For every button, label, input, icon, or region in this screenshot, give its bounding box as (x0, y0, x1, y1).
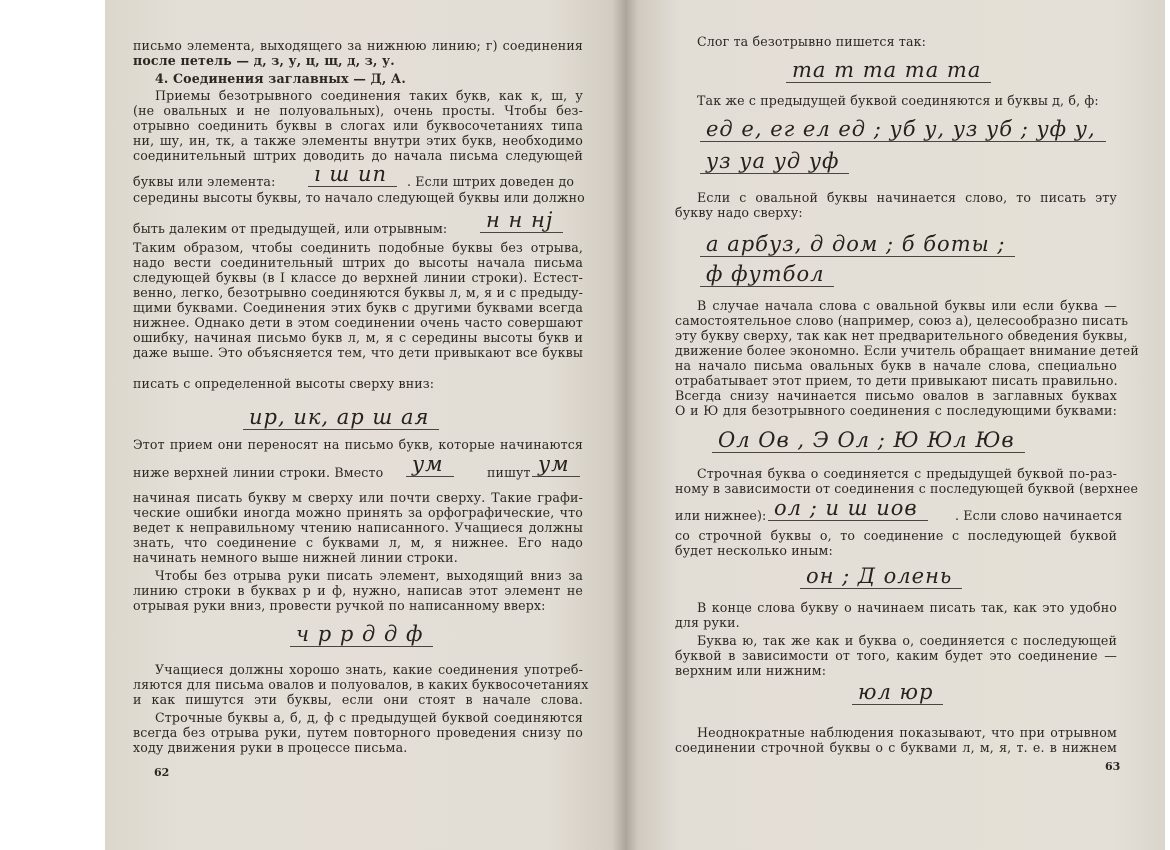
text-line: движение более экономно. Если учитель обращает внимание детей (675, 343, 1139, 358)
handwriting-sample: уз уа уд уф (700, 149, 849, 174)
text-line: для руки. (675, 615, 740, 630)
text-line: В конце слова букву о начинаем писать так, как это удобно (697, 600, 1117, 615)
text-line: ни, шу, ин, тк, а также элементы внутри этих букв, необходимо (133, 133, 583, 148)
text-line: . Если слово начинается (955, 508, 1123, 523)
text-line: соединительный штрих доводить до начала письма следующей (133, 148, 583, 163)
text-line: буквы или элемента: (133, 174, 276, 189)
text-line: писать с определенной высоты сверху вниз: (133, 376, 435, 391)
text-line: отрывно соединить буквы в слогах или буквосочетаниях типа (133, 118, 583, 133)
handwriting-sample: та т та та та (786, 58, 991, 83)
text-line: и как пишутся эти буквы, если они стоят в начале слова. (133, 692, 583, 707)
text-line: буквой в зависимости от того, каким будет это соединение — (675, 648, 1117, 663)
text-line: Всегда снизу начинается письмо овалов в заглавных буквах (675, 388, 1117, 403)
text-line: (не овальных и не полуовальных), очень просты. Чтобы без- (133, 103, 583, 118)
page-number: 62 (154, 766, 170, 779)
text-line: Учащиеся должны хорошо знать, какие соединения употреб- (155, 662, 583, 677)
handwriting-sample: ед е, ег ел ед ; уб у, уз уб ; уф у, (700, 117, 1106, 142)
text-line: на начало письма овальных букв в начале слова, специально (675, 358, 1117, 373)
handwriting-sample: ч р р д д ф (290, 622, 433, 647)
text-line: Чтобы без отрыва руки писать элемент, выходящий вниз за (155, 568, 583, 583)
text-line: венно, легко, безотрывно соединяются буквы л, м, я и с предыду- (133, 285, 583, 300)
text-line: Приемы безотрывного соединения таких букв, как к, ш, у (155, 88, 583, 103)
text-line: верхним или нижним: (675, 663, 827, 678)
handwriting-sample: а арбуз, д дом ; б боты ; (700, 232, 1015, 257)
handwriting-sample: ол ; и ш иов (768, 496, 928, 521)
text-line: ляются для письма овалов и полуовалов, в каких буквосочетаниях (133, 677, 589, 692)
text-line: надо вести соединительный штрих до высоты начала письма (133, 255, 583, 270)
handwriting-sample: ум (532, 452, 580, 477)
text-line: начинать немного выше нижней линии строки. (133, 550, 458, 565)
text-line: ному в зависимости от соединения с последующей буквой (верхнее (675, 481, 1139, 496)
text-line: Этот прием они переносят на письмо букв, которые начинаются (133, 437, 583, 452)
text-line: букву надо сверху: (675, 205, 803, 220)
text-line: соединении строчной буквы о с буквами л, м, я, т. е. в нижнем (675, 740, 1117, 755)
handwriting-sample: н н нј (480, 208, 563, 233)
text-line: середины высоты буквы, то начало следующей буквы или должно (133, 190, 585, 205)
text-line: самостоятельное слово (например, союз а), целесообразно писать (675, 313, 1129, 328)
text-line: эту букву сверху, так как нет предварительного обведения буквы, (675, 328, 1128, 343)
text-line: со строчной буквы о, то соединение с последующей буквой (675, 528, 1117, 543)
text-line: ходу движения руки в процессе письма. (133, 740, 408, 755)
text-line: знать, что соединение с буквами л, м, я нижнее. Его надо (133, 535, 583, 550)
handwriting-sample: ир, ик, ар ш ая (243, 405, 439, 430)
text-line: нижнее. Однако дети в этом соединении очень часто совершают (133, 315, 583, 330)
text-line: В случае начала слова с овальной буквы или если буква — (697, 298, 1117, 313)
handwriting-sample: юл юр (852, 680, 943, 705)
page-number: 63 (1105, 760, 1121, 773)
text-line: Буква ю, так же как и буква о, соединяется с последующей (697, 633, 1117, 648)
text-line: Строчная буква о соединяется с предыдущей буквой по-раз- (697, 466, 1117, 481)
handwriting-sample: ф футбол (700, 262, 834, 287)
text-line: линию строки в буквах р и ф, нужно, написав этот элемент не (133, 583, 583, 598)
section-heading: 4. Соединения заглавных — Д, А. (155, 71, 406, 86)
handwriting-sample: ı ш ип (308, 162, 397, 187)
text-line: Если с овальной буквы начинается слово, то писать эту (697, 190, 1117, 205)
book-gutter (612, 0, 638, 850)
text-line: следующей буквы (в I классе до верхней линии строки). Естест- (133, 270, 583, 285)
text-line: Так же с предыдущей буквой соединяются и буквы д, б, ф: (697, 93, 1099, 108)
text-line: ошибку, начиная письмо букв л, м, я с середины высоты букв и (133, 330, 583, 345)
text-line: ческие ошибки иногда можно принять за орфографические, что (133, 505, 583, 520)
text-line: щими буквами. Соединения этих букв с другими буквами всегда (133, 300, 583, 315)
text-line: Строчные буквы а, б, д, ф с предыдущей буквой соединяются (155, 710, 583, 725)
text-line: отрывая руки вниз, провести ручкой по написанному вверх: (133, 598, 546, 613)
handwriting-sample: ум (406, 452, 454, 477)
text-line: после петель — д, з, у, ц, щ, д, з, у. (133, 53, 395, 68)
text-line: Неоднократные наблюдения показывают, что при отрывном (697, 725, 1117, 740)
text-line: ведет к неправильному чтению написанного. Учащиеся должны (133, 520, 583, 535)
text-line: начиная писать букву м сверху или почти сверху. Такие графи- (133, 490, 583, 505)
text-line: пишут (487, 465, 531, 480)
text-line: Таким образом, чтобы соединить подобные буквы без отрыва, (133, 240, 583, 255)
text-line: даже выше. Это объясняется тем, что дети привыкают все буквы (133, 345, 583, 360)
text-line: отрабатывает этот прием, то дети привыкают писать правильно. (675, 373, 1118, 388)
text-line: или нижнее): (675, 508, 767, 523)
text-line: О и Ю для безотрывного соединения с последующими буквами: (675, 403, 1117, 418)
handwriting-sample: Ол Ов , Э Ол ; Ю Юл Юв (712, 428, 1025, 453)
text-line: письмо элемента, выходящего за нижнюю линию; г) соединения (133, 38, 583, 53)
text-line: всегда без отрыва руки, путем повторного проведения снизу по (133, 725, 583, 740)
text-line: будет несколько иным: (675, 543, 833, 558)
text-line: Слог та безотрывно пишется так: (697, 34, 927, 49)
text-line: быть далеким от предыдущей, или отрывным: (133, 221, 448, 236)
text-line: . Если штрих доведен до (407, 174, 575, 189)
text-line: ниже верхней линии строки. Вместо (133, 465, 384, 480)
handwriting-sample: он ; Д олень (800, 564, 962, 589)
